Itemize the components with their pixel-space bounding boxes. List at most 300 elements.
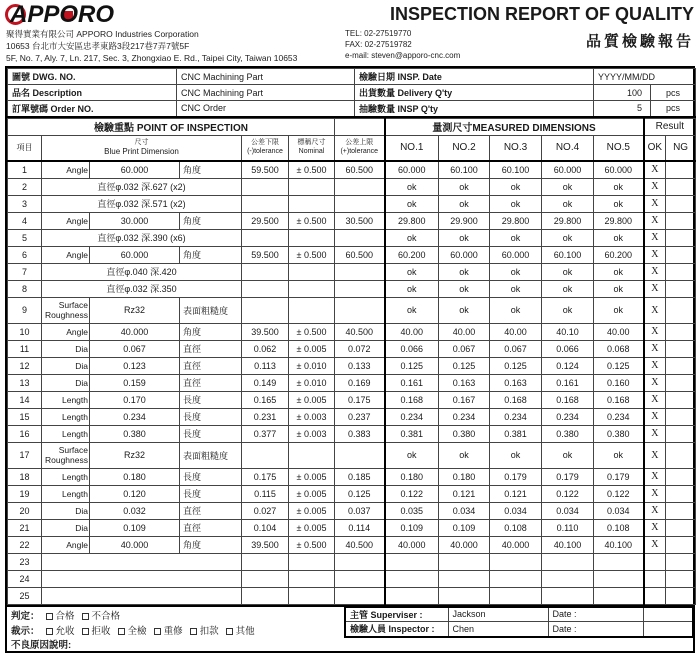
measured-value: 60.000 bbox=[594, 161, 644, 178]
blank-header-cell bbox=[335, 118, 385, 135]
nominal-tolerance: ± 0.003 bbox=[289, 408, 335, 425]
inspector-date-value bbox=[643, 622, 693, 637]
ok-mark: X bbox=[644, 297, 666, 323]
dimension-type-en: Dia bbox=[42, 340, 90, 357]
dimension-text: 直徑φ.032 深.350 bbox=[42, 280, 242, 297]
measured-value: ok bbox=[542, 280, 594, 297]
info-row bbox=[8, 85, 696, 101]
dimension-type-zh: 直徑 bbox=[180, 357, 242, 374]
tolerance-minus: 0.175 bbox=[242, 468, 289, 485]
row-number: 8 bbox=[8, 280, 42, 297]
superviser-date-label: Date : bbox=[548, 607, 643, 622]
tolerance-minus bbox=[242, 263, 289, 280]
dimension-type-zh: 長度 bbox=[180, 468, 242, 485]
col-ng-header: NG bbox=[666, 135, 696, 161]
ng-mark bbox=[666, 425, 696, 442]
email-line: e-mail: steven@apporo-cnc.com bbox=[345, 51, 461, 60]
info-row bbox=[8, 101, 696, 117]
measured-dimensions-header: 量測尺寸MEASURED DIMENSIONS bbox=[385, 118, 644, 135]
checkbox-label: 其他 bbox=[235, 625, 255, 637]
measured-value: ok bbox=[490, 297, 542, 323]
row-number: 10 bbox=[8, 323, 42, 340]
tolerance-plus: 60.500 bbox=[335, 246, 385, 263]
tolerance-plus: 40.500 bbox=[335, 536, 385, 553]
dimension-type-en: Dia bbox=[42, 357, 90, 374]
dimension-value: 0.109 bbox=[90, 519, 180, 536]
measured-value: ok bbox=[439, 280, 490, 297]
inspection-table bbox=[7, 118, 696, 605]
measured-value: 0.234 bbox=[542, 408, 594, 425]
table-row bbox=[8, 587, 696, 604]
ok-mark: X bbox=[644, 391, 666, 408]
measured-value: 0.380 bbox=[439, 425, 490, 442]
ok-mark: X bbox=[644, 374, 666, 391]
row-number: 21 bbox=[8, 519, 42, 536]
tolerance-minus: 0.231 bbox=[242, 408, 289, 425]
inspector-name: Chen bbox=[448, 622, 548, 637]
measured-value: 29.800 bbox=[385, 212, 439, 229]
checkbox-option bbox=[82, 626, 111, 637]
measured-value bbox=[490, 587, 542, 604]
dimension-type-en: Angle bbox=[42, 212, 90, 229]
row-number: 9 bbox=[8, 297, 42, 323]
insp-date-label: 檢驗日期 INSP. Date bbox=[355, 69, 594, 85]
dimension-type-en: Length bbox=[42, 408, 90, 425]
superviser-date-value bbox=[643, 607, 693, 622]
tolerance-minus bbox=[242, 178, 289, 195]
dimension-text bbox=[42, 570, 242, 587]
measured-value: ok bbox=[542, 195, 594, 212]
nominal-tolerance bbox=[289, 297, 335, 323]
row-number: 1 bbox=[8, 161, 42, 178]
order-no-value: CNC Order bbox=[177, 101, 355, 117]
checkbox-label: 全檢 bbox=[127, 625, 147, 637]
dimension-type-en: Surface Roughness bbox=[42, 297, 90, 323]
checkbox-option bbox=[154, 626, 183, 637]
nominal-tolerance: ± 0.500 bbox=[289, 323, 335, 340]
company-address-zh: 10653 台北市大安區忠孝東路3段217巷7弄7號5F bbox=[6, 41, 190, 51]
dimension-value: 0.032 bbox=[90, 502, 180, 519]
table-row bbox=[8, 468, 696, 485]
tolerance-minus: 29.500 bbox=[242, 212, 289, 229]
ok-mark: X bbox=[644, 161, 666, 178]
measured-value: 0.121 bbox=[490, 485, 542, 502]
tolerance-plus: 0.169 bbox=[335, 374, 385, 391]
description-value: CNC Machining Part bbox=[177, 85, 355, 101]
tolerance-plus bbox=[335, 280, 385, 297]
measured-value: 0.179 bbox=[490, 468, 542, 485]
measured-value: ok bbox=[594, 297, 644, 323]
measured-value: 0.179 bbox=[594, 468, 644, 485]
tolerance-minus bbox=[242, 280, 289, 297]
measured-value: ok bbox=[490, 280, 542, 297]
nominal-tolerance bbox=[289, 570, 335, 587]
measured-value: 0.161 bbox=[542, 374, 594, 391]
measured-value: 0.234 bbox=[594, 408, 644, 425]
tolerance-minus bbox=[242, 570, 289, 587]
tolerance-plus bbox=[335, 263, 385, 280]
col-tolerance-minus-header: 公差下限 (-)tolerance bbox=[242, 135, 289, 161]
measured-value: 29.800 bbox=[542, 212, 594, 229]
measured-value: 0.168 bbox=[490, 391, 542, 408]
tolerance-plus bbox=[335, 178, 385, 195]
dimension-type-en: Dia bbox=[42, 519, 90, 536]
nominal-tolerance: ± 0.500 bbox=[289, 536, 335, 553]
measured-value: 0.167 bbox=[439, 391, 490, 408]
dimension-text: 直徑φ.032 深.390 (x6) bbox=[42, 229, 242, 246]
measured-value: ok bbox=[439, 195, 490, 212]
measured-value: ok bbox=[594, 442, 644, 468]
nominal-tolerance: ± 0.005 bbox=[289, 485, 335, 502]
measured-value: 0.125 bbox=[594, 357, 644, 374]
delivery-qty-unit: pcs bbox=[651, 85, 696, 101]
ng-mark bbox=[666, 323, 696, 340]
measured-value: ok bbox=[594, 280, 644, 297]
nominal-tolerance bbox=[289, 553, 335, 570]
tolerance-minus: 0.149 bbox=[242, 374, 289, 391]
col-tolerance-plus-header: 公差上限 (+)tolerance bbox=[335, 135, 385, 161]
measured-value: 0.234 bbox=[439, 408, 490, 425]
ok-mark: X bbox=[644, 246, 666, 263]
measured-value: 0.163 bbox=[439, 374, 490, 391]
ng-mark bbox=[666, 485, 696, 502]
apporo-logo bbox=[6, 2, 345, 28]
measured-value bbox=[542, 587, 594, 604]
poi-header: 檢驗重點 POINT OF INSPECTION bbox=[8, 118, 335, 135]
table-row bbox=[8, 178, 696, 195]
dimension-value: 0.159 bbox=[90, 374, 180, 391]
ng-mark bbox=[666, 280, 696, 297]
fax-line: FAX: 02-27519782 bbox=[345, 40, 412, 49]
checkbox-option bbox=[226, 626, 255, 637]
ng-mark bbox=[666, 519, 696, 536]
checkbox-icon bbox=[46, 613, 53, 620]
nominal-tolerance: ± 0.005 bbox=[289, 519, 335, 536]
ng-mark bbox=[666, 408, 696, 425]
ok-mark: X bbox=[644, 442, 666, 468]
measured-value: 29.900 bbox=[439, 212, 490, 229]
tolerance-minus: 39.500 bbox=[242, 323, 289, 340]
dimension-type-zh: 直徑 bbox=[180, 502, 242, 519]
measured-value: ok bbox=[439, 263, 490, 280]
ng-mark bbox=[666, 570, 696, 587]
row-number: 16 bbox=[8, 425, 42, 442]
insp-qty-value: 5 bbox=[594, 101, 651, 117]
measured-value: 40.10 bbox=[542, 323, 594, 340]
table-row bbox=[8, 229, 696, 246]
ok-mark bbox=[644, 570, 666, 587]
row-number: 5 bbox=[8, 229, 42, 246]
inspection-rows bbox=[8, 161, 696, 604]
report-title-zh: 品質檢驗報告 bbox=[585, 33, 694, 50]
logo-letters: PP bbox=[27, 1, 60, 28]
measured-value: ok bbox=[542, 229, 594, 246]
ng-mark bbox=[666, 340, 696, 357]
ok-mark bbox=[644, 587, 666, 604]
nominal-tolerance: ± 0.010 bbox=[289, 374, 335, 391]
measured-value: 0.124 bbox=[542, 357, 594, 374]
col-no4-header: NO.4 bbox=[542, 135, 594, 161]
measured-value: 0.067 bbox=[490, 340, 542, 357]
tolerance-plus: 60.500 bbox=[335, 161, 385, 178]
measured-value bbox=[594, 553, 644, 570]
delivery-qty-label: 出貨數量 Delivery Q'ty bbox=[355, 85, 594, 101]
table-row bbox=[8, 442, 696, 468]
ng-mark bbox=[666, 161, 696, 178]
measured-value: 60.100 bbox=[439, 161, 490, 178]
contact-info bbox=[345, 28, 460, 61]
table-row bbox=[8, 519, 696, 536]
row-number: 7 bbox=[8, 263, 42, 280]
table-column-header-row bbox=[8, 135, 696, 161]
row-number: 12 bbox=[8, 357, 42, 374]
ok-mark: X bbox=[644, 485, 666, 502]
tolerance-plus: 30.500 bbox=[335, 212, 385, 229]
measured-value: 0.125 bbox=[490, 357, 542, 374]
measured-value: ok bbox=[490, 263, 542, 280]
checkbox-icon bbox=[46, 628, 53, 635]
checkbox-option bbox=[82, 611, 121, 622]
dimension-type-zh: 表面粗糙度 bbox=[180, 297, 242, 323]
measured-value bbox=[594, 570, 644, 587]
measured-value: ok bbox=[385, 297, 439, 323]
tolerance-plus: 0.237 bbox=[335, 408, 385, 425]
ng-mark bbox=[666, 536, 696, 553]
dimension-type-zh: 角度 bbox=[180, 323, 242, 340]
dimension-type-en: Surface Roughness bbox=[42, 442, 90, 468]
table-row bbox=[8, 408, 696, 425]
dimension-text bbox=[42, 553, 242, 570]
measured-value: ok bbox=[594, 263, 644, 280]
checkbox-icon bbox=[82, 628, 89, 635]
measured-value: 0.168 bbox=[594, 391, 644, 408]
nominal-tolerance: ± 0.010 bbox=[289, 357, 335, 374]
tolerance-plus: 0.072 bbox=[335, 340, 385, 357]
tolerance-plus bbox=[335, 570, 385, 587]
measured-value: 0.122 bbox=[385, 485, 439, 502]
measured-value: ok bbox=[542, 178, 594, 195]
measured-value: 60.100 bbox=[490, 161, 542, 178]
measured-value: 60.000 bbox=[439, 246, 490, 263]
checkbox-option bbox=[46, 626, 75, 637]
tel-line: TEL: 02-27519770 bbox=[345, 29, 412, 38]
dimension-type-en: Length bbox=[42, 425, 90, 442]
dimension-text bbox=[42, 587, 242, 604]
tolerance-plus: 0.175 bbox=[335, 391, 385, 408]
report-footer bbox=[7, 605, 693, 657]
ok-mark: X bbox=[644, 502, 666, 519]
delivery-qty-value: 100 bbox=[594, 85, 651, 101]
dimension-type-en: Angle bbox=[42, 246, 90, 263]
company-block bbox=[6, 2, 345, 64]
table-row bbox=[8, 391, 696, 408]
tolerance-minus: 0.062 bbox=[242, 340, 289, 357]
measured-value: ok bbox=[385, 229, 439, 246]
dimension-type-en: Angle bbox=[42, 323, 90, 340]
inspector-label: 檢驗人員 Inspector : bbox=[345, 622, 448, 637]
ng-mark bbox=[666, 502, 696, 519]
measured-value bbox=[385, 587, 439, 604]
col-item-header: 項目 bbox=[8, 135, 42, 161]
table-row bbox=[8, 485, 696, 502]
ok-mark: X bbox=[644, 468, 666, 485]
dimension-type-en: Angle bbox=[42, 536, 90, 553]
dimension-text: 直徑φ.032 深.627 (x2) bbox=[42, 178, 242, 195]
order-no-label: 訂單號碼 Order NO. bbox=[8, 101, 177, 117]
row-number: 11 bbox=[8, 340, 42, 357]
measured-value: ok bbox=[542, 297, 594, 323]
measured-value: 0.109 bbox=[385, 519, 439, 536]
measured-value: 40.000 bbox=[385, 536, 439, 553]
tolerance-minus: 39.500 bbox=[242, 536, 289, 553]
ng-mark bbox=[666, 229, 696, 246]
table-row bbox=[8, 502, 696, 519]
table-row bbox=[8, 263, 696, 280]
dimension-type-zh: 角度 bbox=[180, 246, 242, 263]
measured-value: 40.100 bbox=[594, 536, 644, 553]
nominal-tolerance bbox=[289, 195, 335, 212]
measured-value: ok bbox=[439, 442, 490, 468]
inspector-date-label: Date : bbox=[548, 622, 643, 637]
checkbox-label: 重修 bbox=[163, 625, 183, 637]
ok-mark: X bbox=[644, 536, 666, 553]
dimension-value: 0.234 bbox=[90, 408, 180, 425]
dimension-type-zh: 長度 bbox=[180, 408, 242, 425]
measured-value: 0.179 bbox=[542, 468, 594, 485]
nominal-tolerance bbox=[289, 442, 335, 468]
dimension-type-en: Dia bbox=[42, 374, 90, 391]
tolerance-minus: 0.027 bbox=[242, 502, 289, 519]
table-row bbox=[8, 323, 696, 340]
decision-label: 裁示： bbox=[11, 625, 40, 637]
nominal-tolerance bbox=[289, 587, 335, 604]
nominal-tolerance bbox=[289, 178, 335, 195]
measured-value: 40.00 bbox=[490, 323, 542, 340]
ng-mark bbox=[666, 195, 696, 212]
measured-value: 29.800 bbox=[594, 212, 644, 229]
table-row bbox=[8, 374, 696, 391]
measured-value: 40.100 bbox=[542, 536, 594, 553]
ok-mark bbox=[644, 553, 666, 570]
row-number: 14 bbox=[8, 391, 42, 408]
checkbox-option bbox=[46, 611, 75, 622]
ok-mark: X bbox=[644, 519, 666, 536]
measured-value: ok bbox=[385, 263, 439, 280]
col-dimension-header: 尺寸 Blue Print Dimension bbox=[42, 135, 242, 161]
measured-value: 0.121 bbox=[439, 485, 490, 502]
measured-value bbox=[542, 553, 594, 570]
measured-value bbox=[385, 570, 439, 587]
measured-value: 40.00 bbox=[594, 323, 644, 340]
row-number: 13 bbox=[8, 374, 42, 391]
ok-mark: X bbox=[644, 212, 666, 229]
tolerance-plus: 0.133 bbox=[335, 357, 385, 374]
ok-mark: X bbox=[644, 263, 666, 280]
table-row bbox=[8, 280, 696, 297]
tolerance-minus bbox=[242, 442, 289, 468]
row-number: 24 bbox=[8, 570, 42, 587]
tolerance-minus: 0.377 bbox=[242, 425, 289, 442]
measured-value: ok bbox=[594, 178, 644, 195]
nominal-tolerance: ± 0.005 bbox=[289, 391, 335, 408]
measured-value: ok bbox=[490, 229, 542, 246]
ng-mark bbox=[666, 178, 696, 195]
nominal-tolerance bbox=[289, 263, 335, 280]
measured-value: 40.00 bbox=[385, 323, 439, 340]
dimension-text: 直徑φ.032 深.571 (x2) bbox=[42, 195, 242, 212]
measured-value: ok bbox=[594, 229, 644, 246]
measured-value: 0.380 bbox=[542, 425, 594, 442]
ng-mark bbox=[666, 442, 696, 468]
measured-value: ok bbox=[490, 195, 542, 212]
inspector-row bbox=[345, 622, 693, 637]
ok-mark: X bbox=[644, 178, 666, 195]
dimension-value: 30.000 bbox=[90, 212, 180, 229]
measured-value: 40.00 bbox=[439, 323, 490, 340]
measured-value: 0.161 bbox=[385, 374, 439, 391]
row-number: 15 bbox=[8, 408, 42, 425]
measured-value: ok bbox=[542, 442, 594, 468]
checkbox-label: 扣款 bbox=[199, 625, 219, 637]
tolerance-plus: 0.037 bbox=[335, 502, 385, 519]
measured-value: 0.034 bbox=[490, 502, 542, 519]
tolerance-minus: 0.165 bbox=[242, 391, 289, 408]
ok-mark: X bbox=[644, 323, 666, 340]
nominal-tolerance: ± 0.500 bbox=[289, 246, 335, 263]
measured-value: ok bbox=[439, 229, 490, 246]
ok-mark: X bbox=[644, 280, 666, 297]
row-number: 6 bbox=[8, 246, 42, 263]
measured-value: ok bbox=[385, 178, 439, 195]
dimension-value: 40.000 bbox=[90, 536, 180, 553]
ok-mark: X bbox=[644, 408, 666, 425]
dimension-type-en: Length bbox=[42, 485, 90, 502]
measured-value: 29.800 bbox=[490, 212, 542, 229]
col-no3-header: NO.3 bbox=[490, 135, 542, 161]
dimension-type-zh: 長度 bbox=[180, 391, 242, 408]
measured-value: 0.380 bbox=[594, 425, 644, 442]
checkbox-option bbox=[190, 626, 219, 637]
checkbox-label: 合格 bbox=[55, 610, 75, 622]
row-number: 3 bbox=[8, 195, 42, 212]
judgement-label: 判定： bbox=[11, 610, 40, 622]
footer-judgement-block bbox=[7, 607, 345, 653]
measured-value bbox=[490, 553, 542, 570]
measured-value: 0.160 bbox=[594, 374, 644, 391]
measured-value: 40.000 bbox=[439, 536, 490, 553]
info-table bbox=[7, 68, 696, 118]
dimension-type-en: Length bbox=[42, 468, 90, 485]
measured-value: ok bbox=[594, 195, 644, 212]
dimension-value: 60.000 bbox=[90, 161, 180, 178]
measured-value bbox=[439, 553, 490, 570]
insp-qty-label: 抽驗數量 INSP Q'ty bbox=[355, 101, 594, 117]
ok-mark: X bbox=[644, 229, 666, 246]
ng-mark bbox=[666, 246, 696, 263]
measured-value: 0.125 bbox=[439, 357, 490, 374]
signature-table bbox=[344, 606, 694, 638]
tolerance-plus bbox=[335, 553, 385, 570]
checkbox-label: 拒收 bbox=[91, 625, 111, 637]
measured-value: 0.066 bbox=[385, 340, 439, 357]
row-number: 2 bbox=[8, 178, 42, 195]
ok-mark: X bbox=[644, 425, 666, 442]
tolerance-plus bbox=[335, 229, 385, 246]
ng-mark bbox=[666, 263, 696, 280]
dimension-value: 40.000 bbox=[90, 323, 180, 340]
tolerance-minus: 0.104 bbox=[242, 519, 289, 536]
checkbox-icon bbox=[226, 628, 233, 635]
